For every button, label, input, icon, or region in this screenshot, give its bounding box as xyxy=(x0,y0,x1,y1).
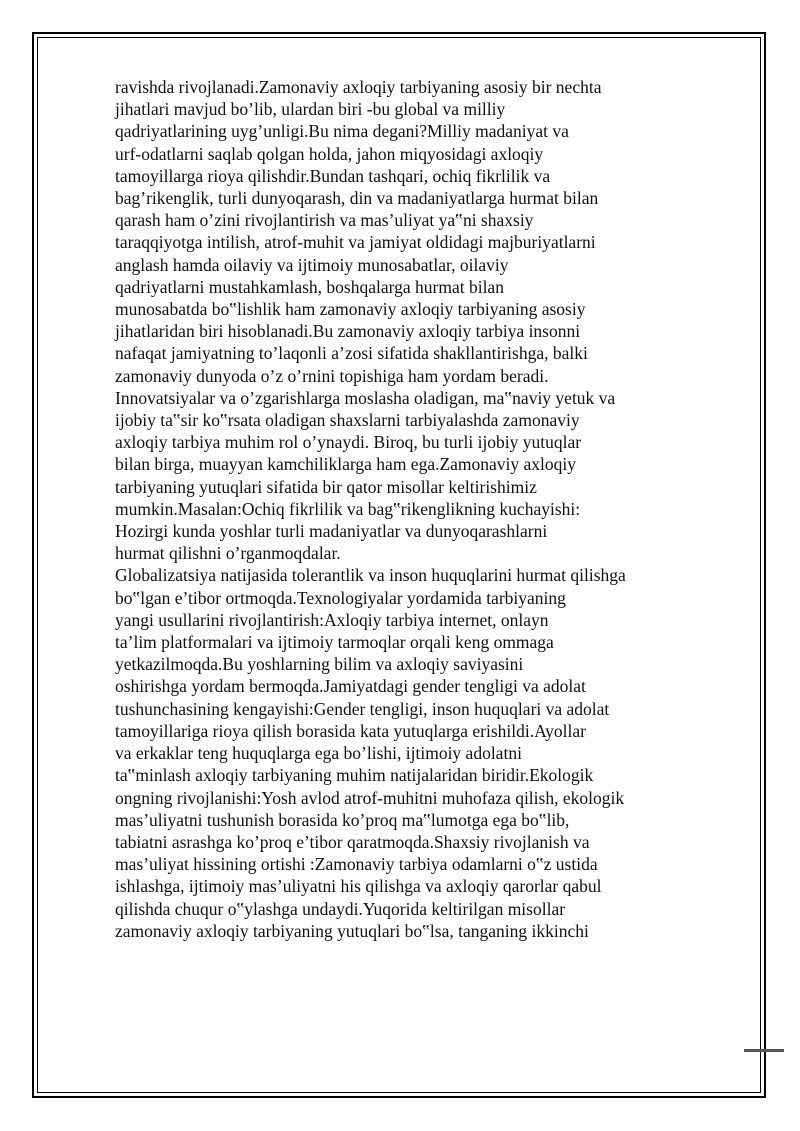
text-line: hurmat qilishni o’rganmoqdalar. xyxy=(115,543,341,564)
text-line: qilishda chuqur o‟ylashga undaydi.Yuqorida keltirilgan misollar xyxy=(115,898,566,919)
text-line: yetkazilmoqda.Bu yoshlarning bilim va axloqiy saviyasini xyxy=(115,654,524,675)
footer-rule xyxy=(744,1049,784,1052)
text-line: Innovatsiyalar va o’zgarishlarga moslasha oladigan, ma‟naviy yetuk va xyxy=(115,387,616,408)
text-line: mumkin.Masalan:Ochiq fikrlilik va bag‟rikenglikning kuchayishi: xyxy=(115,498,581,519)
text-line: urf-odatlarni saqlab qolgan holda, jahon miqyosidagi axloqiy xyxy=(115,143,544,164)
text-line: Hozirgi kunda yoshlar turli madaniyatlar va dunyoqarashlarni xyxy=(115,521,548,542)
text-line: qadriyatlarni mustahkamlash, boshqalarga hurmat bilan xyxy=(115,276,504,297)
text-line: yangi usullarini rivojlantirish:Axloqiy tarbiya internet, onlayn xyxy=(115,609,549,630)
text-line: jihatlaridan biri hisoblanadi.Bu zamonaviy axloqiy tarbiya insonni xyxy=(115,321,581,342)
text-line: oshirishga yordam bermoqda.Jamiyatdagi gender tengligi va adolat xyxy=(115,676,586,697)
body-text xyxy=(115,76,745,942)
text-line: tushunchasining kengayishi:Gender tengligi, inson huquqlari va adolat xyxy=(115,698,610,719)
text-line: qarash ham o’zini rivojlantirish va mas’uliyat ya‟ni shaxsiy xyxy=(115,210,534,231)
text-line: bilan birga, muayyan kamchiliklarga ham ega.Zamonaviy axloqiy xyxy=(115,454,577,475)
text-line: mas’uliyatni tushunish borasida ko’proq ma‟lumotga ega bo‟lib, xyxy=(115,809,570,830)
text-line: anglash hamda oilaviy va ijtimoiy munosabatlar, oilaviy xyxy=(115,254,509,275)
text-line: axloqiy tarbiya muhim rol o’ynaydi. Biroq, bu turli ijobiy yutuqlar xyxy=(115,432,582,453)
text-line: ongning rivojlanishi:Yosh avlod atrof-muhitni muhofaza qilish, ekologik xyxy=(115,787,625,808)
text-line: munosabatda bo‟lishlik ham zamonaviy axloqiy tarbiyaning asosiy xyxy=(115,299,586,320)
text-line: mas’uliyat hissining ortishi :Zamonaviy tarbiya odamlarni o‟z ustida xyxy=(115,854,598,875)
text-line: Globalizatsiya natijasida tolerantlik va inson huquqlarini hurmat qilishga xyxy=(115,565,626,586)
text-line: ta‟minlash axloqiy tarbiyaning muhim natijalaridan biridir.Ekologik xyxy=(115,765,594,786)
text-line: zamonaviy axloqiy tarbiyaning yutuqlari bo‟lsa, tanganing ikkinchi xyxy=(115,920,589,941)
text-line: bag’rikenglik, turli dunyoqarash, din va madaniyatlarga hurmat bilan xyxy=(115,188,599,209)
text-line: nafaqat jamiyatning to’laqonli a’zosi sifatida shakllantirishga, balki xyxy=(115,343,588,364)
text-line: ijobiy ta‟sir ko‟rsata oladigan shaxslarni tarbiyalashda zamonaviy xyxy=(115,410,580,431)
text-line: qadriyatlarining uyg’unligi.Bu nima degani?Milliy madaniyat va xyxy=(115,121,569,142)
text-line: bo‟lgan e’tibor ortmoqda.Texnologiyalar yordamida tarbiyaning xyxy=(115,587,566,608)
text-line: ravishda rivojlanadi.Zamonaviy axloqiy tarbiyaning asosiy bir nechta xyxy=(115,77,602,97)
text-line: tamoyillarga rioya qilishdir.Bundan tashqari, ochiq fikrlilik va xyxy=(115,165,551,186)
text-line: tamoyillariga rioya qilish borasida kata yutuqlarga erishildi.Ayollar xyxy=(115,720,586,741)
text-line: tarbiyaning yutuqlari sifatida bir qator misollar keltirishimiz xyxy=(115,476,537,497)
text-line: va erkaklar teng huquqlarga ega bo’lishi, ijtimoiy adolatni xyxy=(115,743,522,764)
text-line: ishlashga, ijtimoiy mas’uliyatni his qilishga va axloqiy qarorlar qabul xyxy=(115,876,602,897)
text-line: ta’lim platformalari va ijtimoiy tarmoqlar orqali keng ommaga xyxy=(115,632,554,653)
text-line: taraqqiyotga intilish, atrof-muhit va jamiyat oldidagi majburiyatlarni xyxy=(115,232,596,253)
text-line: jihatlari mavjud bo’lib, ulardan biri -bu global va milliy xyxy=(115,99,506,120)
text-line: tabiatni asrashga ko’proq e’tibor qaratmoqda.Shaxsiy rivojlanish va xyxy=(115,831,590,852)
text-line: zamonaviy dunyoda o’z o’rnini topishiga ham yordam beradi. xyxy=(115,365,549,386)
